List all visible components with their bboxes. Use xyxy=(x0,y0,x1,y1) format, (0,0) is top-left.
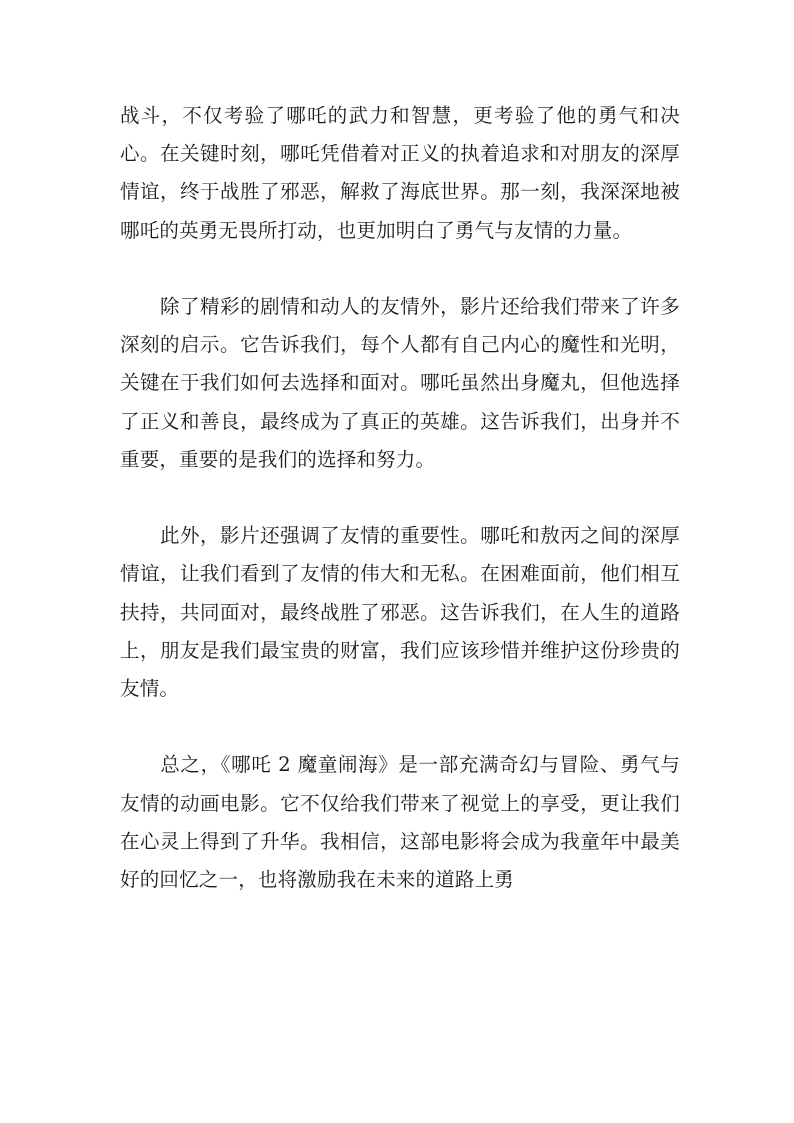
paragraph-spacer xyxy=(120,479,680,517)
paragraph-1: 战斗，不仅考验了哪吒的武力和智慧，更考验了他的勇气和决心。在关键时刻，哪吒凭借着对正义的执着追求和对朋友的深厚情谊，终于战胜了邪恶，解救了海底世界。那一刻，我深深地被哪吒的英勇无畏所打动，也更加明白了勇气与友情的力量。 xyxy=(120,104,680,242)
document-body xyxy=(120,97,680,899)
paragraph-2: 除了精彩的剧情和动人的友情外，影片还给我们带来了许多深刻的启示。它告诉我们，每个人都有自己内心的魔性和光明，关键在于我们如何去选择和面对。哪吒虽然出身魔丸，但他选择了正义和善良，最终成为了真正的英雄。这告诉我们，出身并不重要，重要的是我们的选择和努力。 xyxy=(120,295,680,471)
paragraph-spacer xyxy=(120,250,680,288)
paragraph-3: 此外，影片还强调了友情的重要性。哪吒和敖丙之间的深厚情谊，让我们看到了友情的伟大和无私。在困难面前，他们相互扶持，共同面对，最终战胜了邪恶。这告诉我们，在人生的道路上，朋友是我们最宝贵的财富，我们应该珍惜并维护这份珍贵的友情。 xyxy=(120,524,680,701)
paragraph-spacer xyxy=(120,708,680,746)
paragraph-4: 总之，《哪吒 2 魔童闹海》是一部充满奇幻与冒险、勇气与友情的动画电影。它不仅给我们带来了视觉上的享受，更让我们在心灵上得到了升华。我相信，这部电影将会成为我童年中最美好的回忆之一，也将激励我在未来的道路上勇 xyxy=(120,753,680,892)
